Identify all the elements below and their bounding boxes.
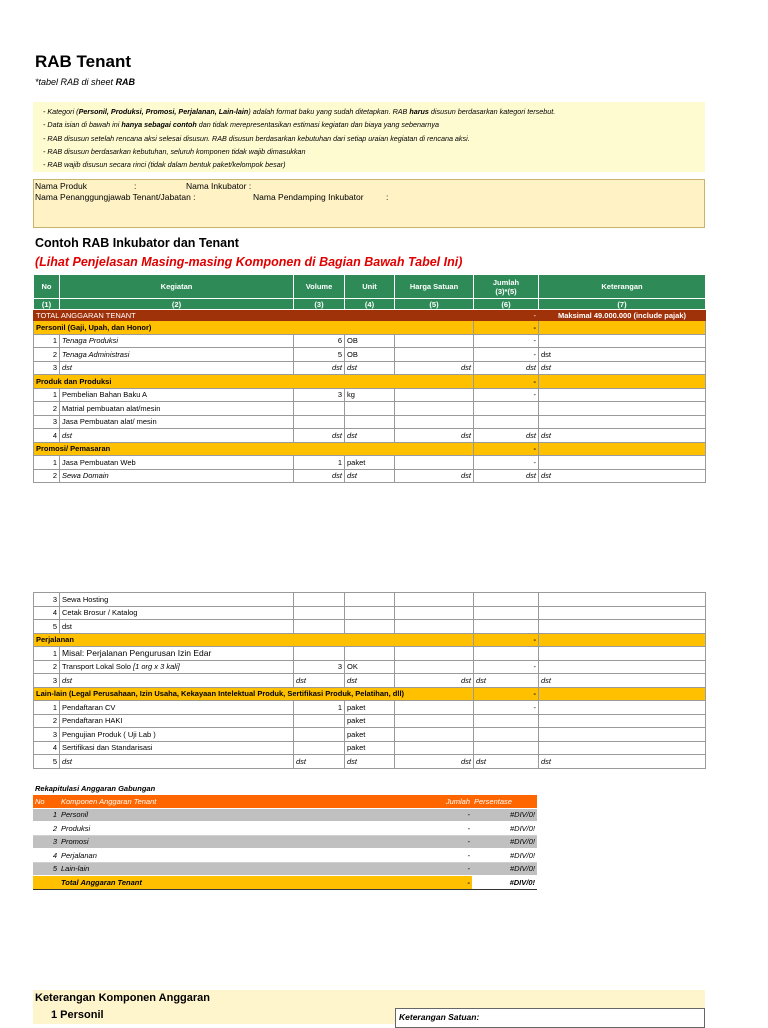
table-row	[34, 415, 706, 429]
penanggung-jawab-label: Nama Penanggungjawab Tenant/Jabatan :	[35, 192, 196, 202]
row-no: 2	[34, 469, 60, 483]
row-harga	[395, 728, 474, 742]
rekap-row	[33, 808, 537, 822]
row-volume	[294, 620, 345, 634]
col-number: (5)	[395, 299, 474, 310]
row-kegiatan: Jasa Pembuatan alat/ mesin	[60, 415, 294, 429]
row-unit: dst	[345, 429, 395, 443]
row-harga	[395, 402, 474, 416]
rekap-header-komponen: Komponen Anggaran Tenant	[59, 795, 395, 808]
row-volume	[294, 741, 345, 755]
row-jumlah: dst	[474, 361, 539, 375]
row-volume	[294, 415, 345, 429]
row-kegiatan: Jasa Pembuatan Web	[60, 456, 294, 470]
table-row	[34, 741, 706, 755]
row-keterangan	[539, 728, 706, 742]
category-keterangan	[539, 321, 706, 335]
category-jumlah: -	[474, 442, 539, 456]
row-no: 3	[34, 593, 60, 607]
section-title: Contoh RAB Inkubator dan Tenant	[35, 236, 239, 250]
rekap-no: 5	[33, 862, 59, 876]
row-jumlah: -	[474, 334, 539, 348]
row-kegiatan: dst	[60, 361, 294, 375]
row-harga	[395, 348, 474, 362]
rekap-jumlah: -	[395, 849, 472, 863]
row-harga	[395, 415, 474, 429]
row-volume	[294, 402, 345, 416]
row-jumlah	[474, 606, 539, 620]
rekap-total-persentase: #DIV/0!	[472, 876, 537, 890]
row-kegiatan: dst	[60, 620, 294, 634]
row-jumlah: -	[474, 701, 539, 715]
page-subtitle: *tabel RAB di sheet RAB	[35, 77, 136, 87]
row-volume	[294, 593, 345, 607]
rekap-persentase: #DIV/0!	[472, 822, 537, 836]
rekap-komponen: Promosi	[59, 835, 395, 849]
row-kegiatan: Tenaga Produksi	[60, 334, 294, 348]
row-no: 4	[34, 741, 60, 755]
rekap-jumlah: -	[395, 862, 472, 876]
row-no: 1	[34, 647, 60, 661]
col-number: (3)	[294, 299, 345, 310]
table-row	[34, 714, 706, 728]
row-no: 2	[34, 402, 60, 416]
table-row	[34, 361, 706, 375]
table-row	[34, 647, 706, 661]
category-jumlah: -	[474, 321, 539, 335]
row-unit: dst	[345, 755, 395, 769]
category-jumlah: -	[474, 633, 539, 647]
col-number: (7)	[539, 299, 706, 310]
total-note: Maksimal 49.000.000 (include pajak)	[539, 310, 706, 321]
rekap-row	[33, 835, 537, 849]
keterangan-item-1: 1 Personil	[51, 1009, 104, 1021]
row-harga	[395, 701, 474, 715]
rekap-no: 2	[33, 822, 59, 836]
row-kegiatan: Tenaga Administrasi	[60, 348, 294, 362]
row-kegiatan: Cetak Brosur / Katalog	[60, 606, 294, 620]
row-jumlah: -	[474, 456, 539, 470]
rekap-table	[33, 795, 537, 890]
table-row	[34, 660, 706, 674]
category-jumlah: -	[474, 375, 539, 389]
row-jumlah: -	[474, 660, 539, 674]
rekap-persentase: #DIV/0!	[472, 849, 537, 863]
category-row	[34, 633, 706, 647]
row-jumlah	[474, 728, 539, 742]
red-instruction: (Lihat Penjelasan Masing-masing Komponen di Bagian Bawah Tabel Ini)	[35, 255, 463, 269]
row-unit: kg	[345, 388, 395, 402]
rekap-total-row	[33, 876, 537, 890]
col-number: (2)	[60, 299, 294, 310]
rekap-komponen: Lain-lain	[59, 862, 395, 876]
row-no: 3	[34, 674, 60, 688]
row-no: 4	[34, 429, 60, 443]
row-keterangan	[539, 741, 706, 755]
row-harga	[395, 741, 474, 755]
rekap-total-label: Total Anggaran Tenant	[59, 876, 395, 890]
row-jumlah: dst	[474, 755, 539, 769]
row-volume	[294, 728, 345, 742]
row-unit: paket	[345, 456, 395, 470]
rekap-row	[33, 862, 537, 876]
row-unit	[345, 620, 395, 634]
row-harga	[395, 334, 474, 348]
rekap-header-jumlah: Jumlah	[395, 795, 472, 808]
row-unit	[345, 402, 395, 416]
row-no: 3	[34, 415, 60, 429]
note-item: - RAB disusun berdasarkan kebutuhan, seluruh komponen tidak wajib dimasukkan	[43, 146, 306, 156]
row-unit: dst	[345, 469, 395, 483]
row-no: 3	[34, 361, 60, 375]
col-header-no: No	[34, 275, 60, 299]
pendamping-label: Nama Pendamping Inkubator	[253, 192, 364, 202]
col-number: (4)	[345, 299, 395, 310]
row-no: 1	[34, 388, 60, 402]
rekap-title: Rekapitulasi Anggaran Gabungan	[35, 784, 156, 793]
row-harga: dst	[395, 674, 474, 688]
row-jumlah	[474, 714, 539, 728]
rekap-no: 4	[33, 849, 59, 863]
table-row	[34, 620, 706, 634]
row-volume: dst	[294, 429, 345, 443]
note-item: - RAB wajib disusun secara rinci (tidak dalam bentuk paket/kelompok besar)	[43, 160, 286, 170]
row-harga: dst	[395, 429, 474, 443]
col-header-jumlah: Jumlah (3)*(5)	[474, 275, 539, 299]
row-jumlah: dst	[474, 469, 539, 483]
nama-produk-label: Nama Produk	[35, 181, 87, 191]
row-jumlah	[474, 593, 539, 607]
rekap-header-persentase: Persentase	[472, 795, 537, 808]
table-row	[34, 334, 706, 348]
row-unit: paket	[345, 714, 395, 728]
row-keterangan: dst	[539, 348, 706, 362]
table-row	[34, 674, 706, 688]
table-row	[34, 429, 706, 443]
row-kegiatan: dst	[60, 674, 294, 688]
category-keterangan	[539, 633, 706, 647]
row-volume: 3	[294, 660, 345, 674]
category-label: Perjalanan	[34, 633, 474, 647]
row-kegiatan: Matrial pembuatan alat/mesin	[60, 402, 294, 416]
row-harga: dst	[395, 755, 474, 769]
table-row	[34, 469, 706, 483]
row-keterangan: dst	[539, 674, 706, 688]
row-unit: OB	[345, 348, 395, 362]
row-jumlah	[474, 647, 539, 661]
row-jumlah	[474, 415, 539, 429]
rekap-row	[33, 849, 537, 863]
row-kegiatan: Pendaftaran CV	[60, 701, 294, 715]
row-kegiatan: Sertifikasi dan Standarisasi	[60, 741, 294, 755]
row-volume	[294, 606, 345, 620]
row-jumlah	[474, 741, 539, 755]
row-unit: OK	[345, 660, 395, 674]
table-row	[34, 728, 706, 742]
total-value: -	[474, 310, 539, 321]
row-kegiatan: Pengujian Produk ( Uji Lab )	[60, 728, 294, 742]
row-unit: paket	[345, 701, 395, 715]
category-row	[34, 687, 706, 701]
row-unit: dst	[345, 674, 395, 688]
row-unit	[345, 593, 395, 607]
total-label: TOTAL ANGGARAN TENANT	[34, 310, 474, 321]
table-row	[34, 348, 706, 362]
row-jumlah	[474, 402, 539, 416]
row-harga: dst	[395, 361, 474, 375]
rekap-komponen: Personil	[59, 808, 395, 822]
row-harga	[395, 660, 474, 674]
notes-panel	[33, 102, 705, 172]
row-volume	[294, 714, 345, 728]
category-label: Produk dan Produksi	[34, 375, 474, 389]
category-keterangan	[539, 375, 706, 389]
rekap-persentase: #DIV/0!	[472, 862, 537, 876]
row-no: 2	[34, 714, 60, 728]
row-keterangan	[539, 415, 706, 429]
col-header-volume: Volume	[294, 275, 345, 299]
row-kegiatan: Misal: Perjalanan Pengurusan Izin Edar	[60, 647, 294, 661]
note-item: - Kategori (Personil, Produksi, Promosi, Perjalanan, Lain-lain) adalah format baku yang sudah ditetapkan. RAB harus disusun berdasarkan kategori tersebut.	[43, 107, 556, 116]
rekap-total-jumlah: -	[395, 876, 472, 890]
row-no: 2	[34, 348, 60, 362]
nama-produk-colon: :	[134, 181, 137, 191]
row-volume: 5	[294, 348, 345, 362]
rekap-jumlah: -	[395, 835, 472, 849]
page-title: RAB Tenant	[35, 52, 132, 71]
row-volume: 1	[294, 701, 345, 715]
row-keterangan	[539, 714, 706, 728]
row-jumlah: dst	[474, 429, 539, 443]
rekap-persentase: #DIV/0!	[472, 835, 537, 849]
rekap-no: 3	[33, 835, 59, 849]
rekap-no: 1	[33, 808, 59, 822]
row-keterangan	[539, 388, 706, 402]
row-jumlah: -	[474, 388, 539, 402]
note-item: - RAB disusun setelah rencana aksi selesai disusun. RAB disusun berdasarkan kebutuhan dari setiap uraian kegiatan di rencana aksi.	[43, 133, 470, 143]
rekap-jumlah: -	[395, 822, 472, 836]
row-volume: dst	[294, 674, 345, 688]
rekap-header-no: No	[33, 795, 59, 808]
row-keterangan: dst	[539, 469, 706, 483]
info-panel	[33, 179, 705, 228]
category-row	[34, 321, 706, 335]
category-label: Personil (Gaji, Upah, dan Honor)	[34, 321, 474, 335]
rab-table-continued	[33, 592, 706, 769]
row-no: 1	[34, 334, 60, 348]
rekap-jumlah: -	[395, 808, 472, 822]
row-no: 5	[34, 755, 60, 769]
col-number: (1)	[34, 299, 60, 310]
row-volume: 6	[294, 334, 345, 348]
row-jumlah: -	[474, 348, 539, 362]
row-kegiatan: Sewa Hosting	[60, 593, 294, 607]
row-kegiatan: dst	[60, 755, 294, 769]
table-row	[34, 701, 706, 715]
row-no: 1	[34, 456, 60, 470]
row-kegiatan: Pendaftaran HAKI	[60, 714, 294, 728]
row-keterangan	[539, 620, 706, 634]
table-row	[34, 593, 706, 607]
row-no: 3	[34, 728, 60, 742]
row-keterangan	[539, 647, 706, 661]
note-item: - Data isian di bawah ini hanya sebagai contoh dan tidak merepresentasikan estimasi kegiatan dan biaya yang sebenarnya	[43, 120, 439, 130]
row-keterangan: dst	[539, 361, 706, 375]
row-harga	[395, 620, 474, 634]
row-unit: OB	[345, 334, 395, 348]
row-keterangan: dst	[539, 755, 706, 769]
row-harga	[395, 593, 474, 607]
row-keterangan: dst	[539, 429, 706, 443]
row-harga	[395, 606, 474, 620]
row-harga	[395, 714, 474, 728]
row-no: 1	[34, 701, 60, 715]
keterangan-satuan-label: Keterangan Satuan:	[399, 1012, 480, 1022]
row-harga	[395, 647, 474, 661]
category-keterangan	[539, 687, 706, 701]
row-volume	[294, 647, 345, 661]
total-row	[34, 310, 706, 321]
category-label: Lain-lain (Legal Perusahaan, Izin Usaha, Kekayaan Intelektual Produk, Sertifikasi Produk, Pelatihan, dll)	[34, 687, 474, 701]
row-harga	[395, 388, 474, 402]
row-kegiatan: dst	[60, 429, 294, 443]
row-harga: dst	[395, 469, 474, 483]
keterangan-title: Keterangan Komponen Anggaran	[35, 992, 210, 1004]
col-header-keterangan: Keterangan	[539, 275, 706, 299]
col-header-harga: Harga Satuan	[395, 275, 474, 299]
row-volume: dst	[294, 755, 345, 769]
row-kegiatan: Transport Lokal Solo [1 org x 3 kali]	[60, 660, 294, 674]
row-kegiatan: Sewa Domain	[60, 469, 294, 483]
row-keterangan	[539, 660, 706, 674]
rekap-row	[33, 822, 537, 836]
nama-inkubator-label: Nama Inkubator :	[186, 181, 252, 191]
row-keterangan	[539, 701, 706, 715]
row-no: 5	[34, 620, 60, 634]
row-unit: paket	[345, 728, 395, 742]
table-row	[34, 755, 706, 769]
category-row	[34, 442, 706, 456]
row-jumlah	[474, 620, 539, 634]
col-header-unit: Unit	[345, 275, 395, 299]
row-no: 2	[34, 660, 60, 674]
row-keterangan	[539, 606, 706, 620]
row-unit	[345, 415, 395, 429]
row-no: 4	[34, 606, 60, 620]
row-volume: 1	[294, 456, 345, 470]
row-kegiatan: Pembelian Bahan Baku A	[60, 388, 294, 402]
category-label: Promosi/ Pemasaran	[34, 442, 474, 456]
row-keterangan	[539, 456, 706, 470]
category-keterangan	[539, 442, 706, 456]
table-row	[34, 402, 706, 416]
table-row	[34, 606, 706, 620]
row-unit	[345, 647, 395, 661]
row-unit: dst	[345, 361, 395, 375]
table-row	[34, 456, 706, 470]
row-unit: paket	[345, 741, 395, 755]
category-row	[34, 375, 706, 389]
rekap-persentase: #DIV/0!	[472, 808, 537, 822]
rekap-komponen: Perjalanan	[59, 849, 395, 863]
row-volume: 3	[294, 388, 345, 402]
row-keterangan	[539, 334, 706, 348]
row-jumlah: dst	[474, 674, 539, 688]
col-number: (6)	[474, 299, 539, 310]
row-unit	[345, 606, 395, 620]
rab-table	[33, 274, 706, 483]
row-volume: dst	[294, 361, 345, 375]
rekap-total-no	[33, 876, 59, 890]
row-keterangan	[539, 402, 706, 416]
col-header-kegiatan: Kegiatan	[60, 275, 294, 299]
row-harga	[395, 456, 474, 470]
table-row	[34, 388, 706, 402]
pendamping-colon: :	[386, 192, 389, 202]
row-keterangan	[539, 593, 706, 607]
rekap-komponen: Produksi	[59, 822, 395, 836]
row-volume: dst	[294, 469, 345, 483]
category-jumlah: -	[474, 687, 539, 701]
